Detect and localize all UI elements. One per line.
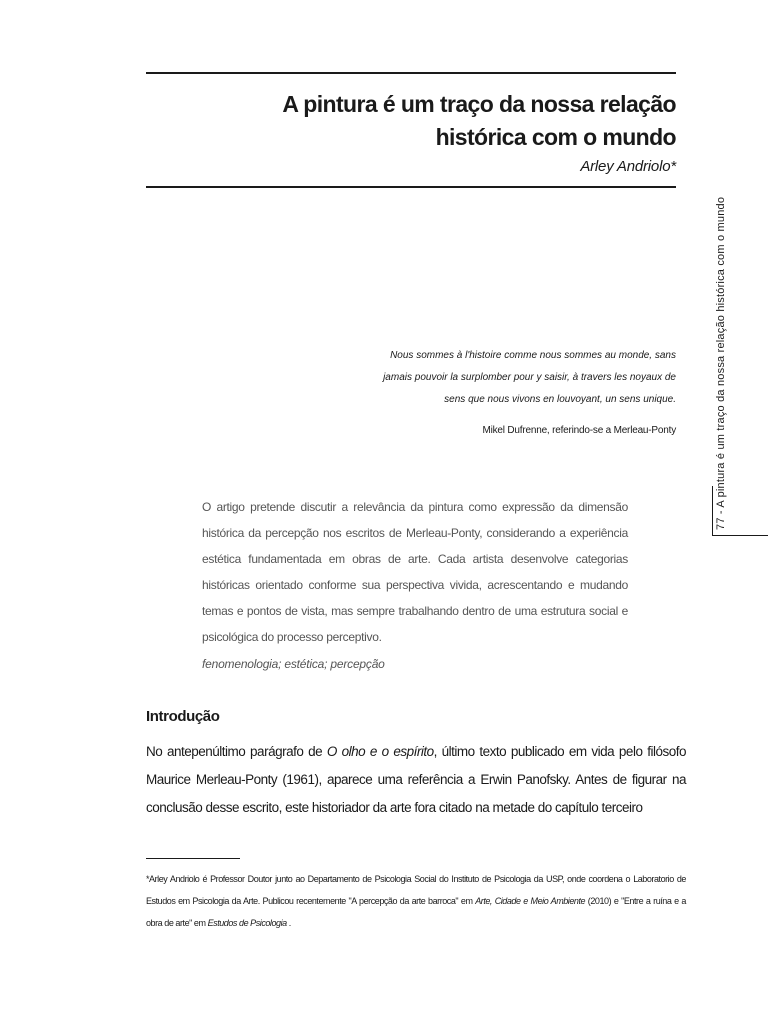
- footnote-italic-1: Arte, Cidade e Meio Ambiente: [475, 896, 586, 906]
- footnote-text-1: *Arley Andriolo é Professor Doutor junto ao Departamento de Psicologia Social do Instituto de Psicologia da USP, onde coordena o Laboratorio de Estudos em Psicologia da Arte. Publicou recentemente "A percepção da arte barroca" em: [146, 874, 686, 906]
- intro-text-1: No antepenúltimo parágrafo de: [146, 744, 327, 759]
- margin-horizontal-rule: [712, 535, 768, 536]
- epigraph: [340, 345, 676, 411]
- intro-paragraph: [146, 738, 686, 822]
- footnote-text-2: (2010) e "Entre a ruína e a obra de arte" em: [146, 896, 686, 928]
- keywords: fenomenologia; estética; percepção: [202, 657, 385, 671]
- running-head: 77 - A pintura é um traço da nossa relação histórica com o mundo: [715, 196, 727, 530]
- section-heading: Introdução: [146, 708, 220, 725]
- article-header: [116, 88, 676, 175]
- intro-book-title: O olho e o espírito: [326, 744, 434, 759]
- top-rule: [146, 72, 676, 74]
- author-name: Arley Andriolo*: [580, 158, 676, 175]
- epigraph-line-1: Nous sommes à l'histoire comme nous sommes au monde, sans: [390, 350, 676, 361]
- epigraph-line-3: sens que nous vivons en louvoyant, un sens unique.: [444, 394, 676, 405]
- margin-vertical-rule: [712, 486, 713, 536]
- footnote-rule: [146, 858, 240, 859]
- footnote-text-3: .: [286, 918, 291, 928]
- title-line-2: histórica com o mundo: [435, 124, 676, 150]
- epigraph-attribution: Mikel Dufrenne, referindo-se a Merleau-Ponty: [482, 425, 676, 436]
- epigraph-line-2: jamais pouvoir la surplomber pour y saisir, à travers les noyaux de: [383, 372, 676, 383]
- footnote-italic-2: Estudos de Psicologia: [207, 918, 287, 928]
- abstract-text: O artigo pretende discutir a relevância da pintura como expressão da dimensão histórica da percepção nos escritos de Merleau-Ponty, considerando a experiência estética fundamentada em obras de arte. Cada artista desenvolve categorias históricas orientado conforme sua perspectiva vivida, acrescentando e mudando temas e pontos de vista, mas sempre trabalhando dentro de uma estrutura social e psicológica do processo perceptivo.: [202, 500, 628, 644]
- author-footnote: [146, 868, 686, 934]
- header-bottom-rule: [146, 186, 676, 188]
- article-title: [116, 88, 676, 154]
- intro-text-2: , último texto publicado em vida pelo filósofo Maurice Merleau-Ponty (1961), aparece uma referência a Erwin Panofsky. Antes de figurar na conclusão desse escrito, este historiador da arte fora citado na metade do capítulo terceiro: [146, 744, 686, 815]
- title-line-1: A pintura é um traço da nossa relação: [282, 91, 676, 117]
